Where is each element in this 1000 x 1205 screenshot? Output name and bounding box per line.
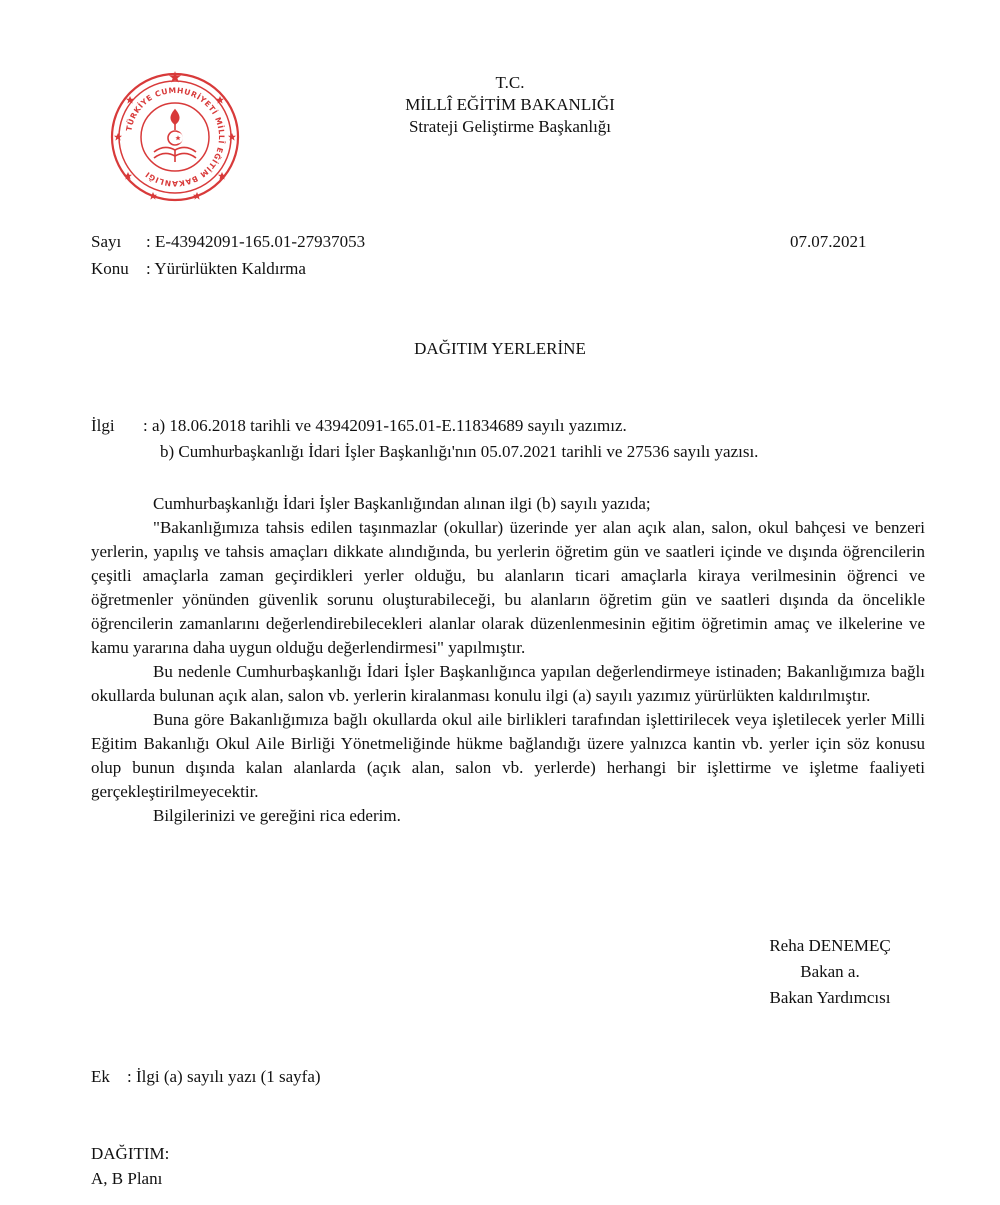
ek-label: Ek <box>91 1067 110 1086</box>
body-paragraph-1: Cumhurbaşkanlığı İdari İşler Başkanlığından alınan ilgi (b) sayılı yazıda; <box>153 494 651 513</box>
ministry-seal-logo <box>108 70 242 204</box>
sayi-value: : E-43942091-165.01-27937053 <box>146 232 366 251</box>
distribution-label: DAĞITIM: <box>91 1144 170 1163</box>
sayi-label: Sayı <box>91 232 122 251</box>
document-date: 07.07.2021 <box>790 232 867 251</box>
svg-text:TÜRKİYE CUMHURİYETİ MİLLÎ EĞİT: TÜRKİYE CUMHURİYETİ MİLLÎ EĞİTİM BAKANLIĞI <box>124 85 227 189</box>
konu-value: : Yürürlükten Kaldırma <box>146 259 306 278</box>
konu-label: Konu <box>91 259 129 278</box>
ilgi-a: : a) 18.06.2018 tarihli ve 43942091-165.01-E.11834689 sayılı yazımız. <box>143 416 627 435</box>
body-paragraph-3: Bu nedenle Cumhurbaşkanlığı İdari İşler Başkanlığınca yapılan değerlendirmeye istinaden; Bakanlığımıza bağlı okullarda bulunan açık alan, salon vb. yerlerin kiralanması konulu ilgi (a) sayılı yazımız yürürlükten kaldırılmıştır. <box>91 662 925 705</box>
letterhead <box>330 72 690 138</box>
header-tc: T.C. <box>495 73 525 92</box>
ilgi-label: İlgi <box>91 416 115 435</box>
recipient-heading: DAĞITIM YERLERİNE <box>414 339 586 358</box>
signer-title-2: Bakan Yardımcısı <box>769 988 891 1007</box>
body-paragraph-5: Bilgilerinizi ve gereğini rica ederim. <box>153 806 401 825</box>
header-ministry: MİLLÎ EĞİTİM BAKANLIĞI <box>405 95 615 114</box>
letter-body <box>91 492 925 828</box>
signer-name: Reha DENEMEÇ <box>769 936 891 955</box>
ek-value: : İlgi (a) sayılı yazı (1 sayfa) <box>127 1067 321 1086</box>
body-paragraph-2: "Bakanlığımıza tahsis edilen taşınmazlar (okullar) üzerinde yer alan açık alan, salon, okul bahçesi ve benzeri yerlerin, yapılış ve tahsis amaçları dikkate alındığında, bu yerlerin öğretim gün ve saatleri içinde ve dışında öğrencilerin çeşitli amaçlarla zaman geçirdikleri yerler olduğu, bu alanların ticari amaçlarla kiraya verilmesinin öğrenci ve öğretmenler yönünden güvenlik sorunu oluşturabileceği, bu alanların öğretim gün ve saatleri dışında da öncelikle öğrencilerin zamanlarını değerlendirebilecekleri alanlar olarak düzenlenmesinin eğitim öğretimin amaç ve ilkelerine ve kamu yararına daha uygun olduğu değerlendirmesi" yapılmıştır. <box>91 518 925 657</box>
signer-title-1: Bakan a. <box>800 962 860 981</box>
ilgi-b: b) Cumhurbaşkanlığı İdari İşler Başkanlığı'nın 05.07.2021 tarihli ve 27536 sayılı yazısı. <box>160 442 759 461</box>
signature-block <box>740 933 920 1011</box>
header-department: Strateji Geliştirme Başkanlığı <box>408 117 612 136</box>
distribution-value: A, B Planı <box>91 1169 163 1188</box>
body-paragraph-4: Buna göre Bakanlığımıza bağlı okullarda okul aile birlikleri tarafından işlettirilecek veya işletilecek yerler Milli Eğitim Bakanlığı Okul Aile Birliği Yönetmeliğinde hükme bağlandığı üzere yalnızca kantin vb. yerler için söz konusu olup bunun dışında kalan alanlarda (açık alan, salon vb. yerlerde) herhangi bir işlettirme ve işletme faaliyeti gerçekleştirilmeyecektir. <box>91 710 925 801</box>
